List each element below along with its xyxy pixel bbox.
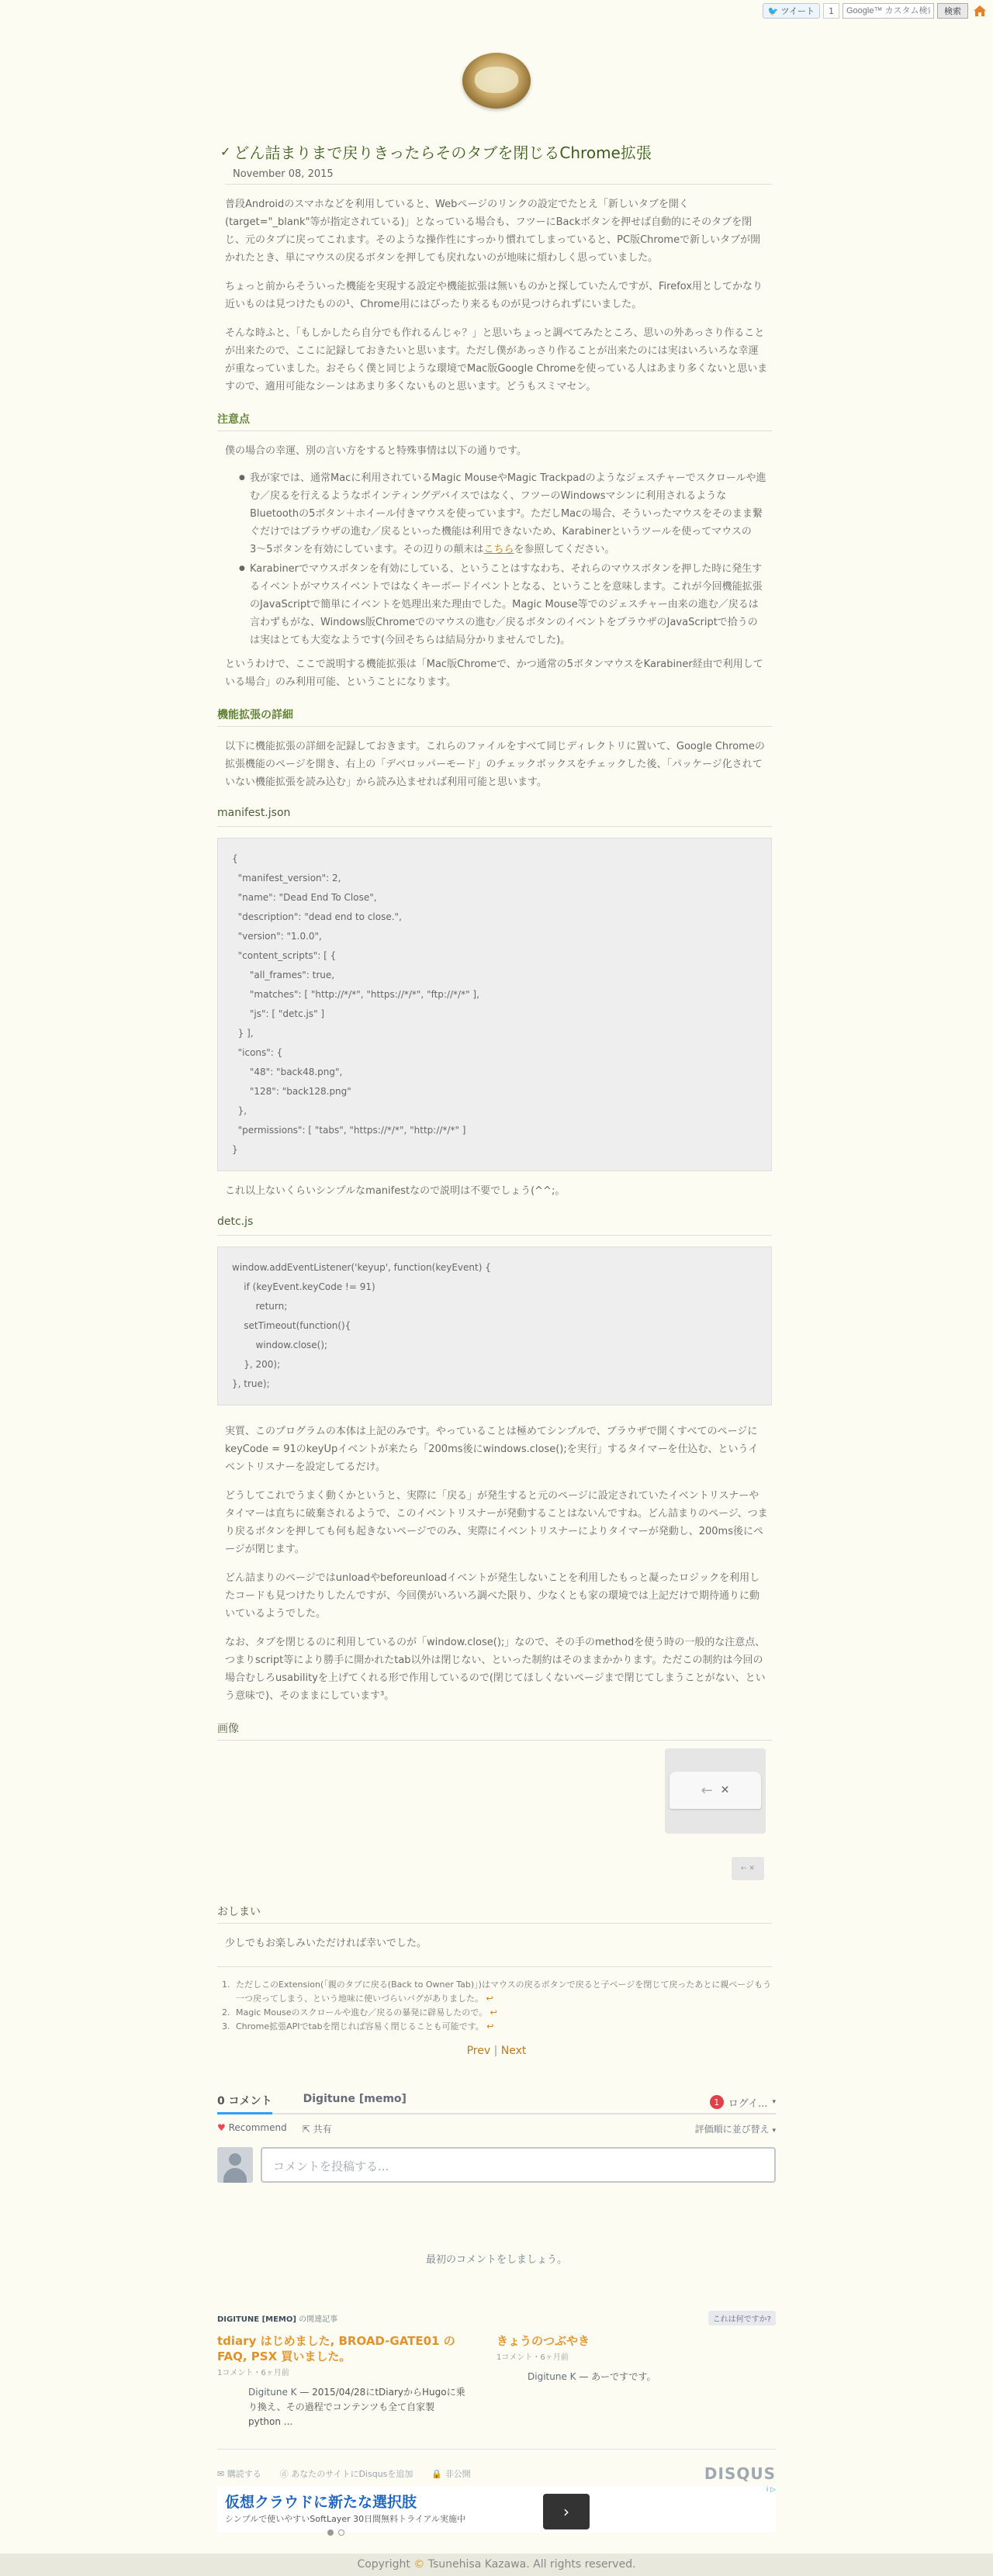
related-site-name: DIGITUNE [MEMO] [217, 2315, 296, 2324]
note-text: 我が家では、通常Macに利用されているMagic MouseやMagic Trackpadのようなジェスチャーでスクロールや進む／戻るを行えるようなポインティングデバイスではなく、フツーのWindowsマシンに利用されるようなBluetoothの5ボタン＋ホイール付きマウスを使っています²。ただしMacの場合、そういったマウスをそのまま繋ぐだけではブラウザの進む／戻るといった機能は利用できないため、Karabinerというツールを使ってマウスの3〜5ボタンを有効にしています。その辺りの顛末は [250, 472, 766, 555]
related-title[interactable]: tdiary はじめました, BROAD-GATE01 の FAQ, PSX 買いました。 [217, 2334, 455, 2363]
prev-next-nav [217, 2045, 776, 2057]
related-author: Digitune K [248, 2387, 297, 2398]
footnote-back-link[interactable]: ↩ [486, 1993, 493, 2004]
article-title [217, 138, 776, 164]
top-bar [763, 0, 993, 22]
check-icon: ✓ [220, 143, 231, 159]
privacy-link[interactable] [431, 2467, 470, 2480]
disqus-thread [217, 2087, 776, 2498]
mail-icon: ✉ [217, 2469, 225, 2479]
section-heading-images: 画像 [217, 1720, 772, 1741]
related-quote: Digitune K — あーですです。 [528, 2371, 656, 2382]
heart-icon: ♥ [217, 2121, 226, 2133]
chevron-right-icon: › [563, 2502, 569, 2521]
search-input[interactable] [842, 3, 934, 19]
footnote-item [233, 2020, 772, 2034]
section-heading-notes: 注意点 [217, 411, 772, 431]
ad-choices-icon[interactable]: i ▷ [766, 2486, 776, 2494]
carousel-dot[interactable] [327, 2529, 334, 2536]
share-label: 共有 [313, 2123, 332, 2135]
extension-screenshot-small[interactable]: ← ✕ [732, 1857, 764, 1880]
related-author: Digitune K [528, 2371, 576, 2382]
detc-paragraph: 実質、このプログラムの本体は上記のみです。やっていることは極めてシンプルで、ブラウザで開くすべてのページにkeyCode = 91のkeyUpイベントが来たら「200ms後にwindows.close();を実行」するタイマーを仕込む、というイベントリスナーを設定してるだけ。 [225, 1426, 759, 1473]
carousel-dot[interactable] [338, 2529, 344, 2536]
section-heading-detc: detc.js [217, 1215, 772, 1236]
section-heading-manifest: manifest.json [217, 807, 772, 827]
chevron-down-icon: ▾ [772, 2126, 776, 2135]
list-item: ● Karabinerでマウスボタンを有効にしている、ということはすなわち、それらのマウスボタンを押した時に発生するイベントがマウスイベントではなくキーボードイベントとなる、ということを意味します。これが今回機能拡張のJavaScriptで簡単にイベントを処理出来た理由でした。Magic Mouse等でのジェスチャー由来の進む／戻るは言わずもがな、Windows版Chromeでのマウスの進む／戻るボタンのイベントをブラウザのJavaScriptで拾うのは実はとても大変なようです(今回そちらは結局分かりませんでした)。 [239, 560, 766, 649]
tweet-label: ツイート [780, 6, 815, 16]
related-quote: Digitune K — 2015/04/28にtDiaryからHugoに乗り換え、その過程でコンテンツも全て自家製 python ... [248, 2387, 465, 2427]
ad-subtext: シンプルで使いやすいSoftLayer 30日間無料トライアル実施中 [225, 2514, 466, 2524]
list-item [239, 469, 766, 558]
detc-paragraph: どん詰まりのページではunloadやbeforeunloadイベントが発生しないことを利用したもっと凝ったロジックを利用したコードも見つけたりしたんですが、今回僕がいろいろ調べた限り、少なくとも家の環境では上記だけで期待通りに動いているようでした。 [225, 1572, 760, 1620]
note-text-tail: を参照してください。 [514, 544, 615, 555]
post-date: November 08, 2015 [225, 164, 772, 185]
chevron-down-icon: ▾ [772, 2098, 776, 2106]
home-icon[interactable] [971, 2, 988, 19]
site-logo[interactable] [462, 53, 531, 109]
tab-site[interactable]: Digitune [memo] [303, 2093, 407, 2105]
related-meta: 1コメント・6ヶ月前 [217, 2369, 289, 2377]
detc-paragraph: どうしてこれでうまく動くかというと、実際に「戻る」が発生すると元のページに設定されていたイベントリスナーやタイマーは直ちに破棄されるようで、このイベントリスナーが発動することはないんですね。どん詰まりのページ、つまり戻るボタンを押しても何も起きないページでのみ、実際にイベントリスナーによりタイマーが発動し、200ms後にページが閉じます。 [225, 1490, 768, 1555]
comment-input[interactable]: コメントを投稿する... [261, 2147, 776, 2183]
footnotes [217, 1966, 772, 2034]
copyright-mark: © [413, 2558, 425, 2571]
footnote-text: Magic Mouseのスクロールや進む／戻るの暴発に辟易したので。 [236, 2007, 488, 2018]
related-header [217, 2311, 776, 2325]
footnote-back-link[interactable]: ↩ [490, 2007, 497, 2018]
what-is-this-button[interactable]: これは何ですか? [708, 2311, 776, 2325]
related-title[interactable]: きょうのつぶやき [496, 2334, 590, 2348]
next-link[interactable]: Next [500, 2045, 527, 2057]
add-disqus-link[interactable] [280, 2467, 413, 2480]
footnote-text: ただしこのExtension(「親のタブに戻る(Back to Owner Tab)」)はマウスの戻るボタンで戻ると子ページを閉じて戻ったあとに親ページもう一つ戻ってしまう、という地味に使いづらいバグがありました。 [236, 1980, 772, 2004]
tweet-button[interactable] [763, 3, 820, 19]
tweet-count: 1 [823, 3, 839, 19]
logo-frog [475, 67, 518, 93]
login-menu[interactable] [710, 2087, 776, 2113]
related-meta: 1コメント・6ヶ月前 [496, 2353, 569, 2362]
recommend-label: Recommend [228, 2121, 287, 2133]
images-row [217, 1741, 772, 1888]
article-title-text: どん詰まりまで戻りきったらそのタブを閉じるChrome拡張 [234, 143, 652, 162]
add-disqus-label: あなたのサイトにDisqusを追加 [291, 2469, 413, 2479]
disqus-logo[interactable]: DISQUS [704, 2464, 776, 2483]
back-close-icon: ← ✕ [669, 1772, 761, 1809]
section-heading-end: おしまい [217, 1903, 772, 1924]
related-post[interactable] [217, 2333, 465, 2449]
detc-code-block: window.addEventListener('keyup', function(keyEvent) { if (keyEvent.keyCode != 91) return; setTimeout(function(){ window.close(); }, 200); }, true); [217, 1247, 772, 1406]
sort-label: 評価順に並び替え [694, 2123, 770, 2135]
prev-link[interactable]: Prev [466, 2045, 491, 2057]
subscribe-label: 購読する [227, 2469, 261, 2479]
related-posts [217, 2333, 776, 2450]
search-button[interactable]: 検索 [937, 3, 968, 19]
lock-icon: 🔒 [431, 2469, 443, 2479]
ad-carousel-dots [327, 2529, 344, 2536]
related-quote-text: あーですです。 [591, 2371, 656, 2382]
end-text: 少しでもお楽しみいただければ幸いでした。 [225, 1938, 427, 1949]
share-button[interactable] [303, 2122, 332, 2135]
notes-list [239, 469, 766, 649]
avatar [217, 2147, 253, 2183]
related-post[interactable] [496, 2333, 745, 2449]
nav-separator: | [493, 2045, 498, 2057]
copyright-prefix: Copyright [357, 2558, 410, 2571]
disqus-actions [217, 2114, 776, 2142]
notification-badge: 1 [710, 2095, 724, 2109]
footer [0, 2554, 993, 2576]
disqus-d-icon: ⓓ [279, 2469, 289, 2479]
empty-comments-message: 最初のコメントをしましょう。 [425, 2254, 567, 2266]
extension-screenshot-large[interactable] [665, 1748, 766, 1834]
related-quote-text: 2015/04/28にtDiaryからHugoに乗り換え、その過程でコンテンツも全て自家製 python ... [248, 2387, 465, 2427]
privacy-label: 非公開 [445, 2469, 471, 2479]
intro-paragraph: ちょっと前からそういった機能を実現する設定や機能拡張は無いものかと探していたんですが、Firefox用としてかなり近いものは見つけたものの¹、Chrome用にはぴったり来るものが見つけられずにいました。 [225, 281, 763, 310]
notes-outro: というわけで、ここで説明する機能拡張は「Mac版Chromeで、かつ通常の5ボタンマウスをKarabiner経由で利用している場合」のみ利用可能、ということになります。 [225, 659, 763, 688]
footnote-item [233, 2006, 772, 2020]
ad-headline[interactable]: 仮想クラウドに新たな選択肢 [225, 2494, 417, 2511]
section-heading-detail: 機能拡張の詳細 [217, 707, 772, 727]
comment-compose [217, 2147, 776, 2183]
login-label: ログイ... [728, 2097, 768, 2110]
detail-intro: 以下に機能拡張の詳細を記録しておきます。これらのファイルをすべて同じディレクトリに置いて、Google Chromeの拡張機能のページを開き、右上の「デベロッパーモード」のチェックボックスをチェックした後、「パッケージ化されていない機能拡張を読み込む」から読み込ませれば利用可能と思います。 [225, 741, 765, 788]
detc-paragraph: なお、タブを閉じるのに利用しているのが「window.close();」なので、その手のmethodを使う時の一般的な注意点、つまりscript等により勝手に開かれたtab以外は閉じない、といった制約はそのままかかります。ただこの制約は今回の場合むしろusabilityを上げてくれる形で作用しているので(閉じてほしくないページまで閉じてしまうことがない、という意味で)、そのままにしています³。 [225, 1637, 766, 1702]
intro-paragraph: 普段Androidのスマホなどを利用していると、Webページのリンクの設定でたとえ「新しいタブを開く(target="_blank"等が指定されている)」となっている場合も、フツーにBackボタンを押せば自動的にそのタブを閉じ、元のタブに戻ってこれます。そのような操作性にすっかり慣れてしまっていると、PC版Chromeで新しいタブが開かれたとき、単にマウスの戻るボタンを押しても戻れないのが地味に煩わしく思っていました。 [225, 199, 761, 264]
footnote-text: Chrome拡張APIでtabを閉じれば容易く閉じることも可能です。 [236, 2021, 484, 2031]
article [217, 138, 776, 2057]
footnote-back-link[interactable]: ↩ [486, 2021, 494, 2031]
footnote-item [233, 1978, 772, 2006]
intro-paragraph: そんな時ふと、「もしかしたら自分でも作れるんじゃ？」と思いちょっと調べてみたところ、思いの外あっさり作ることが出来たので、ここに記録しておきたいと思います。ただし僕があっさり作ることが出来たのには実はいろいろな幸運が重なっていました。おそらく僕と同じような環境でMac版Google Chromeを使っている人はあまり多くないと思いますので、適用可能なシーンはあまり多くないものと思います。どうもスミマセン。 [225, 327, 768, 392]
manifest-code-block: { "manifest_version": 2, "name": "Dead End To Close", "description": "dead end to close.", "version": "1.0.0", "content_scripts": [ { "all_frames": true, "matches": [ "http://*/*", "https://*/*", "ftp://*/*" ], "js": [ "detc.js" ] } ], "icons": { "48": "back48.png", "128": "back128.png" }, "permissions": [ "tabs", "https://*/*", "http://*/*" ] } [217, 838, 772, 1171]
related-label: の関連記事 [299, 2315, 338, 2324]
manifest-note: これ以上ないくらいシンプルなmanifestなので説明は不要でしょう(^^;。 [225, 1185, 566, 1197]
ad-go-button[interactable] [543, 2494, 590, 2529]
ad-banner[interactable] [217, 2486, 776, 2533]
sort-dropdown[interactable] [695, 2122, 776, 2135]
twitter-bird-icon: 🐦 [767, 5, 779, 16]
tab-comments[interactable]: 0 コメント [217, 2087, 272, 2114]
notes-intro: 僕の場合の幸運、別の言い方をすると特殊事情は以下の通りです。 [225, 445, 527, 457]
recommend-button[interactable] [217, 2122, 287, 2135]
notes-link[interactable]: こちら [483, 544, 514, 555]
disqus-tabs [217, 2087, 776, 2114]
subscribe-link[interactable] [217, 2467, 261, 2480]
share-icon: ⇱ [302, 2123, 310, 2135]
copyright-text: Tsunehisa Kazawa. All rights reserved. [427, 2558, 636, 2571]
